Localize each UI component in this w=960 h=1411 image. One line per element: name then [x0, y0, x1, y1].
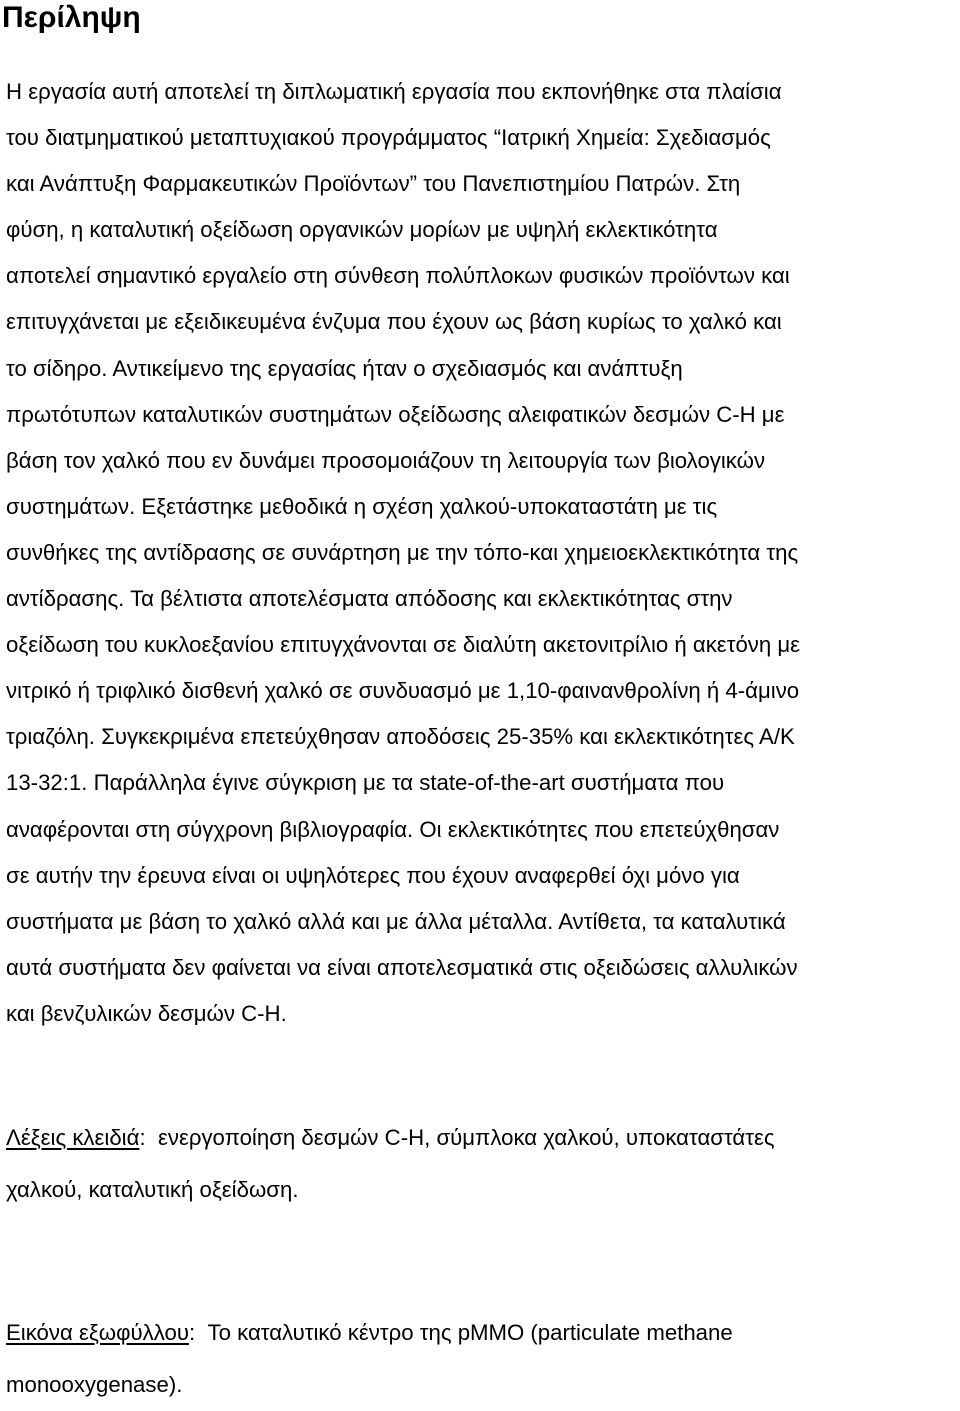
cover-image-line	[6, 1307, 960, 1359]
keywords-separator: :	[139, 1125, 146, 1150]
cover-image-continuation: monooxygenase).	[6, 1372, 183, 1397]
keywords-section	[6, 1112, 960, 1216]
abstract-line: αναφέρονται στη σύγχρονη βιβλιογραφία. Οι εκλεκτικότητες που επετεύχθησαν	[6, 816, 780, 842]
abstract-line: αυτά συστήματα δεν φαίνεται να είναι αποτελεσματικά στις οξειδώσεις αλλυλικών	[6, 954, 798, 980]
keywords-label: Λέξεις κλειδιά	[6, 1125, 140, 1150]
abstract-line: επιτυγχάνεται με εξειδικευμένα ένζυμα που έχουν ως βάση κυρίως το χαλκό και	[6, 309, 782, 335]
abstract-line: αντίδρασης. Τα βέλτιστα αποτελέσματα απόδοσης και εκλεκτικότητας στην	[6, 586, 733, 612]
abstract-line: σε αυτήν την έρευνα είναι οι υψηλότερες που έχουν αναφερθεί όχι μόνο για	[6, 862, 740, 888]
abstract-line: και βενζυλικών δεσμών C-H.	[6, 1000, 287, 1026]
cover-image-separator: :	[188, 1320, 196, 1345]
abstract-line: νιτρικό ή τριφλικό δισθενή χαλκό σε συνδυασμό με 1,10-φαινανθρολίνη ή 4-άμινο	[6, 678, 800, 704]
keywords-line	[6, 1112, 960, 1164]
abstract-line: βάση τον χαλκό που εν δυνάμει προσομοιάζουν τη λειτουργία των βιολογικών	[6, 447, 766, 473]
abstract-line: φύση, η καταλυτική οξείδωση οργανικών μορίων με υψηλή εκλεκτικότητα	[6, 217, 718, 243]
page-title: Περίληψη	[2, 1, 141, 34]
cover-image-section	[6, 1307, 960, 1411]
keywords-continuation: χαλκού, καταλυτική οξείδωση.	[6, 1177, 299, 1202]
abstract-line: τριαζόλη. Συγκεκριμένα επετεύχθησαν αποδόσεις 25-35% και εκλεκτικότητες Α/Κ	[6, 724, 795, 750]
abstract-line: συστήματα με βάση το χαλκό αλλά και με άλλα μέταλλα. Αντίθετα, τα καταλυτικά	[6, 908, 786, 934]
abstract-line: του διατμηματικού μεταπτυχιακού προγράμματος “Ιατρική Χημεία: Σχεδιασμός	[6, 125, 771, 151]
abstract-line: πρωτότυπων καταλυτικών συστημάτων οξείδωσης αλειφατικών δεσμών C-H με	[6, 401, 785, 427]
abstract-line: 13-32:1. Παράλληλα έγινε σύγκριση με τα state-of-the-art συστήματα που	[6, 770, 725, 796]
abstract-line: αποτελεί σημαντικό εργαλείο στη σύνθεση πολύπλοκων φυσικών προϊόντων και	[6, 263, 790, 289]
abstract-line: Η εργασία αυτή αποτελεί τη διπλωματική εργασία που εκπονήθηκε στα πλαίσια	[6, 79, 782, 104]
cover-image-text: Το καταλυτικό κέντρο της pMMO (particulate methane	[207, 1320, 733, 1345]
cover-image-label: Εικόνα εξωφύλλου	[6, 1320, 189, 1345]
abstract-line: το σίδηρο. Αντικείμενο της εργασίας ήταν ο σχεδιασμός και ανάπτυξη	[6, 355, 683, 381]
keywords-text: ενεργοποίηση δεσμών C-H, σύμπλοκα χαλκού, υποκαταστάτες	[157, 1125, 775, 1150]
abstract-line: συνθήκες της αντίδρασης σε συνάρτηση με την τόπο-και χημειοεκλεκτικότητα της	[6, 539, 799, 565]
abstract-line: συστημάτων. Εξετάστηκε μεθοδικά η σχέση χαλκού-υποκαταστάτη με τις	[6, 493, 718, 519]
abstract-line: και Ανάπτυξη Φαρμακευτικών Προϊόντων” του Πανεπιστημίου Πατρών. Στη	[6, 171, 741, 197]
abstract-line: οξείδωση του κυκλοεξανίου επιτυγχάνονται σε διαλύτη ακετονιτρίλιο ή ακετόνη με	[6, 632, 801, 658]
abstract-paragraph	[6, 69, 960, 1037]
